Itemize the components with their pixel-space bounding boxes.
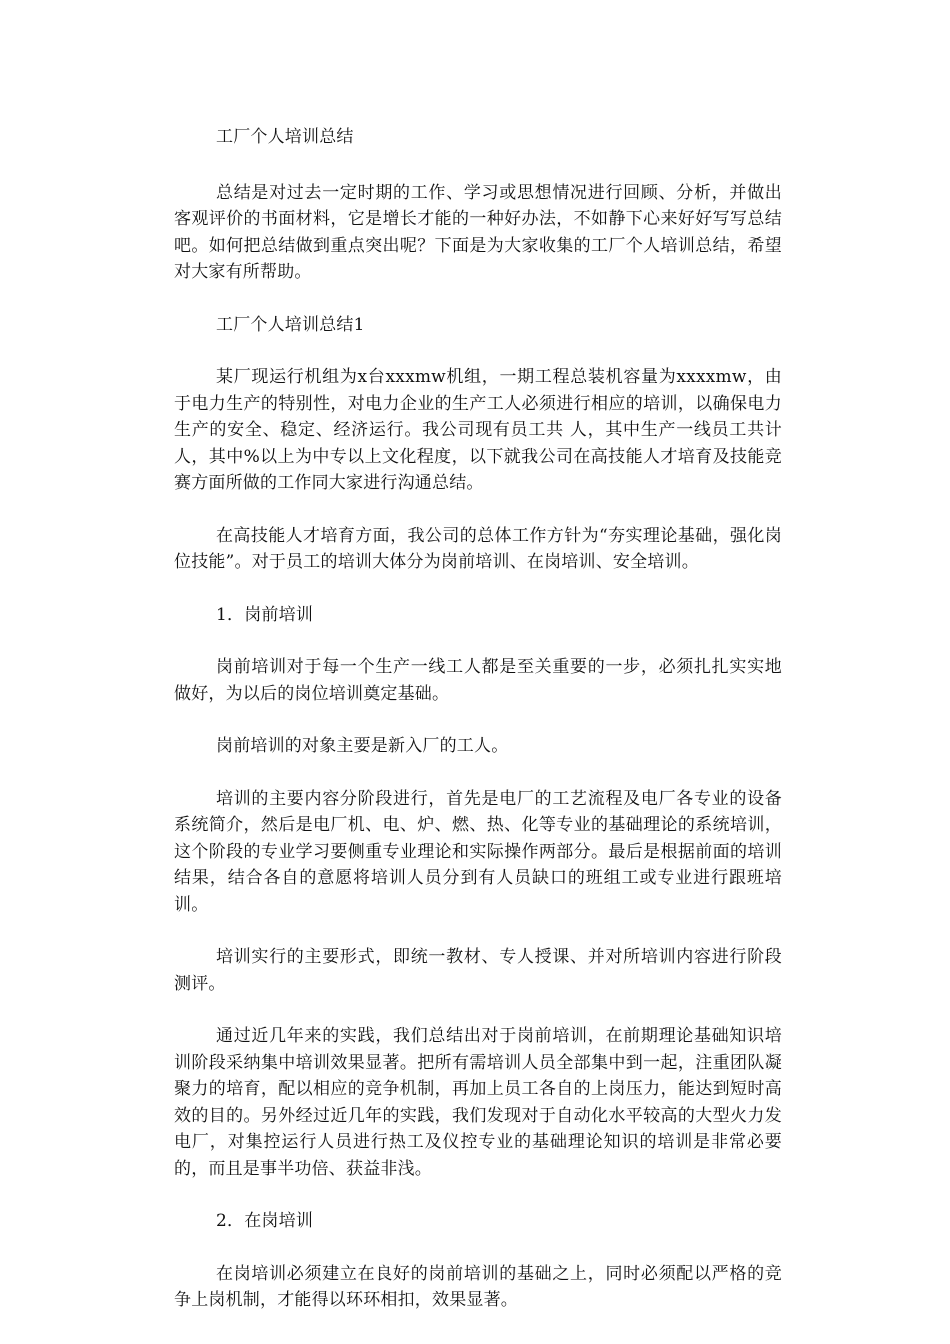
body-paragraph: 某厂现运行机组为x台xxxmw机组，一期工程总装机容量为xxxxmw，由于电力生产的特别性，对电力企业的生产工人必须进行相应的培训，以确保电力生产的安全、稳定、经济运行。我公司现有员工共 人，其中生产一线员工共计 人，其中%以上为中专以上文化程度，以下就我公司在高技能人才培育及技能竞赛方面所做的工作同大家进行沟通总结。 bbox=[174, 367, 782, 493]
body-paragraph: 在岗培训必须建立在良好的岗前培训的基础之上，同时必须配以严格的竞争上岗机制，才能得以环环相扣，效果显著。 bbox=[174, 1263, 782, 1310]
section-heading-on-job-training: 2．在岗培训 bbox=[216, 1211, 314, 1231]
section-heading-summary-1: 工厂个人培训总结1 bbox=[216, 314, 365, 335]
body-paragraph: 通过近几年来的实践，我们总结出对于岗前培训，在前期理论基础知识培训阶段采纳集中培训效果显著。把所有需培训人员全部集中到一起，注重团队凝聚力的培育，配以相应的竞争机制，再加上员工各自的上岗压力，能达到短时高效的目的。另外经过近几年的实践，我们发现对于自动化水平较高的大型火力发电厂，对集控运行人员进行热工及仪控专业的基础理论知识的培训是非常必要的，而且是事半功倍、获益非浅。 bbox=[174, 1026, 782, 1179]
document-body bbox=[174, 124, 782, 1340]
body-paragraph: 在高技能人才培育方面，我公司的总体工作方针为“夯实理论基础，强化岗位技能”。对于员工的培训大体分为岗前培训、在岗培训、安全培训。 bbox=[174, 525, 782, 572]
body-paragraph: 岗前培训对于每一个生产一线工人都是至关重要的一步，必须扎扎实实地做好，为以后的岗位培训奠定基础。 bbox=[174, 657, 782, 704]
body-paragraph: 培训的主要内容分阶段进行，首先是电厂的工艺流程及电厂各专业的设备系统简介，然后是电厂机、电、炉、燃、热、化等专业的基础理论的系统培训，这个阶段的专业学习要侧重专业理论和实际操作两部分。最后是根据前面的培训结果，结合各自的意愿将培训人员分到有人员缺口的班组工或专业进行跟班培训。 bbox=[174, 788, 782, 915]
section-heading-pre-job-training: 1．岗前培训 bbox=[216, 604, 314, 625]
body-paragraph: 岗前培训的对象主要是新入厂的工人。 bbox=[216, 736, 509, 756]
document-title: 工厂个人培训总结 bbox=[216, 127, 354, 147]
body-paragraph: 培训实行的主要形式，即统一教材、专人授课、并对所培训内容进行阶段测评。 bbox=[174, 947, 782, 994]
intro-paragraph: 总结是对过去一定时期的工作、学习或思想情况进行回顾、分析，并做出客观评价的书面材料，它是增长才能的一种好办法，不如静下心来好好写写总结吧。如何把总结做到重点突出呢？下面是为大家收集的工厂个人培训总结，希望对大家有所帮助。 bbox=[174, 182, 782, 282]
